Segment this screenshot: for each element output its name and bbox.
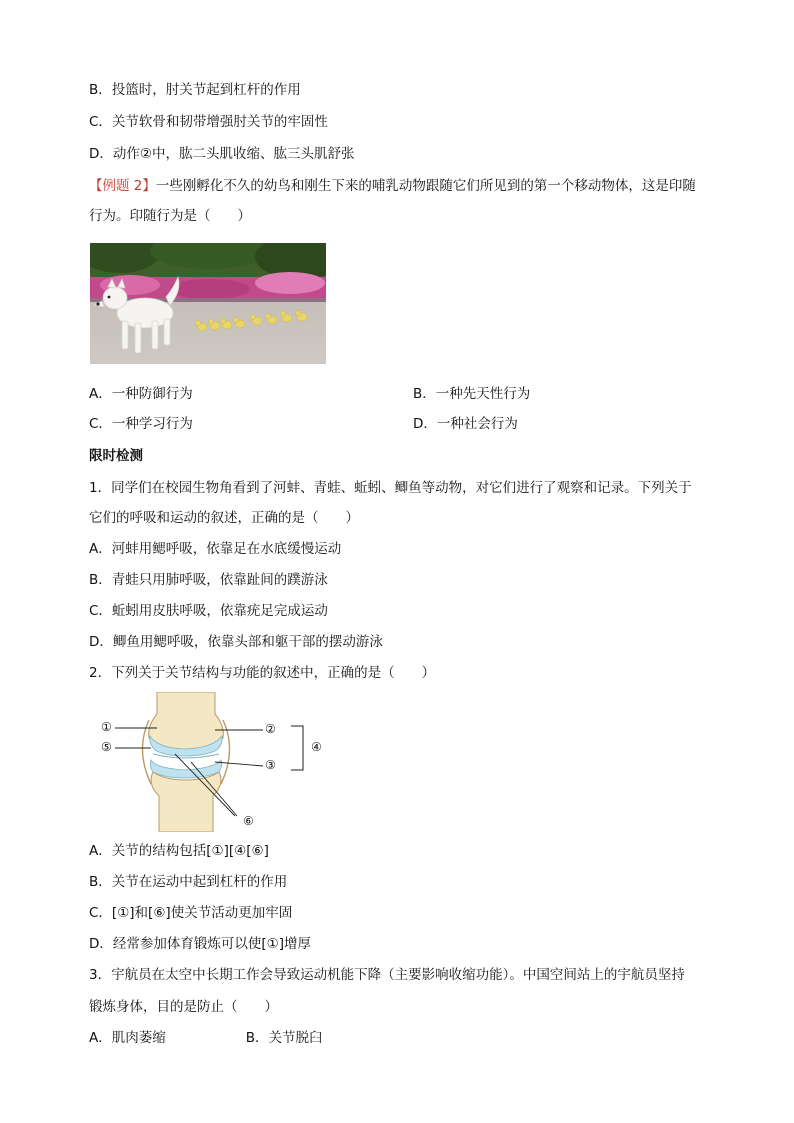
label-4: ④ [311,740,322,754]
example2-option-d: D．一种社会行为 [413,416,518,432]
q3-option-b: B．关节脱臼 [245,1030,323,1046]
q3-options [89,1028,323,1048]
option-c-cartilage: C．关节软骨和韧带增强肘关节的牢固性 [89,114,328,130]
example2-option-c: C．一种学习行为 [89,416,193,432]
q1-option-c: C．蚯蚓用皮肤呼吸，依靠疣足完成运动 [89,603,328,619]
example2-question [89,176,696,196]
q2-option-b: B．关节在运动中起到杠杆的作用 [89,874,288,890]
q1-text-1: 1．同学们在校园生物角看到了河蚌、青蛙、蚯蚓、鲫鱼等动物，对它们进行了观察和记录。下列关于 [89,480,692,496]
dog-ducklings-photo [90,243,326,364]
q1-option-b: B．青蛙只用肺呼吸，依靠趾间的蹼游泳 [89,572,328,588]
label-6: ⑥ [243,814,254,828]
q2-option-c: C．[①]和[⑥]使关节活动更加牢固 [89,905,293,921]
q1-text-2: 它们的呼吸和运动的叙述，正确的是（ ） [89,510,359,526]
q2-text: 2．下列关于关节结构与功能的叙述中，正确的是（ ） [89,665,436,681]
label-5: ⑤ [101,740,112,754]
example2-tag: 【例题 2】 [89,178,156,194]
label-3: ③ [265,758,276,772]
section-heading: 限时检测 [89,448,143,464]
example2-option-a: A．一种防御行为 [89,386,193,402]
label-2: ② [265,722,276,736]
q3-option-a: A．肌肉萎缩 [89,1030,166,1046]
q1-option-d: D．鲫鱼用鳃呼吸，依靠头部和躯干部的摆动游泳 [89,634,383,650]
q3-text-1: 3．宇航员在太空中长期工作会导致运动机能下降（主要影响收缩功能）。中国空间站上的宇航员坚持 [89,967,685,983]
q2-option-d: D．经常参加体育锻炼可以使[①]增厚 [89,936,312,952]
q1-option-a: A．河蚌用鳃呼吸，依靠足在水底缓慢运动 [89,541,342,557]
joint-diagram [95,692,335,832]
label-1: ① [101,720,112,734]
example2-text-1: 一些刚孵化不久的幼鸟和刚生下来的哺乳动物跟随它们所见到的第一个移动物体，这是印随 [155,178,696,194]
example2-option-b: B．一种先天性行为 [413,386,531,402]
option-b-lever: B．投篮时，肘关节起到杠杆的作用 [89,82,301,98]
q3-text-2: 锻炼身体，目的是防止（ ） [89,999,278,1015]
q2-option-a: A．关节的结构包括[①][④[⑥] [89,843,269,859]
example2-text-2: 行为。印随行为是（ ） [89,208,251,224]
option-d-muscle: D．动作②中，肱二头肌收缩、肱三头肌舒张 [89,146,355,162]
